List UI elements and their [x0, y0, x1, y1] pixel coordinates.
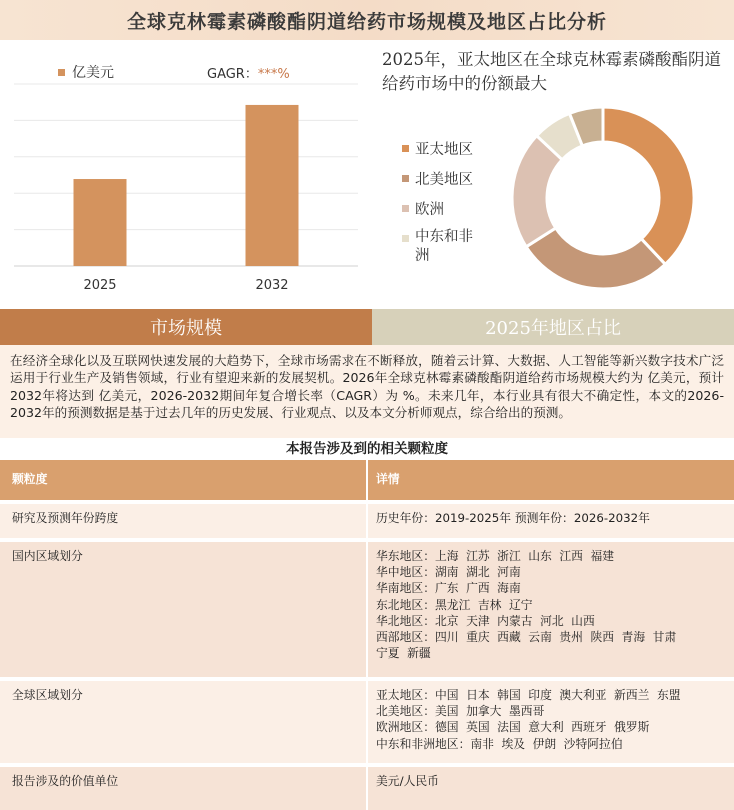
pie-legend-item	[402, 168, 502, 198]
table-row-detail	[368, 504, 734, 526]
detail-line: 宁夏 新疆	[376, 646, 431, 661]
detail-line: 华北地区：北京 天津 内蒙古 河北 山西	[376, 613, 595, 628]
page-title: 全球克林霉素磷酸酯阴道给药市场规模及地区占比分析	[126, 10, 607, 33]
detail-line: 中东和非洲地区：南非 埃及 伊朗 沙特阿拉伯	[376, 736, 623, 751]
table-header-cell: 颗粒度	[12, 472, 48, 486]
pie-chart	[505, 100, 701, 296]
pie-legend-label: 亚太地区	[415, 142, 473, 158]
bar-legend	[58, 62, 114, 82]
cagr-prefix: GAGR：	[207, 67, 258, 82]
pie-title: 2025年，亚太地区在全球克林霉素磷酸酯阴道给药市场中的份额最大	[382, 50, 721, 93]
cagr-label	[207, 63, 290, 82]
pie-legend-label: 北美地区	[415, 172, 473, 188]
cagr-value: ***%	[257, 67, 290, 82]
detail-line: 东北地区：黑龙江 吉林 辽宁	[376, 597, 533, 612]
x-tick-label: 2025	[83, 278, 117, 293]
pie-legend-item	[402, 198, 502, 228]
legend-swatch	[402, 235, 409, 242]
section-market-size-label: 市场规模	[150, 318, 222, 339]
legend-swatch	[402, 145, 409, 152]
table-row-label: 报告涉及的价值单位	[12, 774, 119, 788]
bar-2032	[246, 105, 299, 266]
table-row-detail	[368, 681, 734, 752]
header-bar	[0, 0, 734, 40]
table-row	[0, 542, 734, 677]
table-title: 本报告涉及到的相关颗粒度	[0, 438, 734, 460]
pie-legend-item	[402, 228, 502, 266]
legend-swatch	[402, 205, 409, 212]
description-panel	[0, 345, 734, 438]
table-row-detail	[368, 542, 734, 661]
table-header-cell	[368, 460, 734, 487]
legend-swatch	[402, 175, 409, 182]
bar-2025	[74, 179, 127, 266]
table-row	[0, 504, 734, 538]
table-row	[0, 681, 734, 763]
section-market-size	[0, 309, 372, 345]
pie-legend-label: 中东和非洲	[415, 229, 473, 264]
description-text: 在经济全球化以及互联网快速发展的大趋势下，全球市场需求在不断释放，随着云计算、大数据、人工智能等新兴数字技术广泛运用于行业生产及销售领域，行业有望迎来新的发展契机。2026年全球克林霉素磷酸酯阴道给药市场规模大约为 亿美元，预计2032年将达到 亿美元，2026-2032期间年复合增长率（CAGR）为 %。未来几年，本行业具有很大不确定性，本文的2026-2032年的预测数据是基于过去几年的历史发展、行业观点、以及本文分析师观点，综合给出的预测。	[10, 353, 724, 420]
detail-line: 华东地区：上海 江苏 浙江 山东 江西 福建	[376, 549, 615, 563]
section-region-share	[372, 309, 734, 345]
pie-legend-label: 欧洲	[415, 202, 444, 218]
detail-line: 历史年份：2019-2025年 预测年份：2026-2032年	[376, 511, 650, 525]
detail-line: 详情	[376, 472, 400, 486]
detail-line: 亚太地区：中国 日本 韩国 印度 澳大利亚 新西兰 东盟	[376, 688, 681, 702]
x-tick-label: 2032	[255, 278, 289, 293]
pie-slice-0	[603, 107, 694, 264]
pie-legend	[402, 138, 502, 266]
detail-line: 华中地区：湖南 湖北 河南	[376, 565, 521, 580]
bar-chart	[0, 40, 372, 302]
detail-line: 华南地区：广东 广西 海南	[376, 581, 521, 596]
detail-line: 美元/人民币	[376, 774, 439, 788]
detail-line: 北美地区：美国 加拿大 墨西哥	[376, 704, 545, 719]
table-row-detail	[368, 767, 734, 789]
legend-label: 亿美元	[72, 65, 114, 81]
table-row	[0, 767, 734, 810]
detail-line: 西部地区：四川 重庆 西藏 云南 贵州 陕西 青海 甘肃	[376, 630, 677, 645]
legend-swatch	[58, 69, 65, 76]
detail-line: 欧洲地区：德国 英国 法国 意大利 西班牙 俄罗斯	[376, 720, 650, 735]
pie-legend-item	[402, 138, 502, 168]
table-header-row	[0, 460, 734, 500]
section-region-share-label: 2025年地区占比	[485, 318, 621, 339]
table-row-label: 全球区域划分	[12, 688, 83, 702]
table-row-label: 国内区域划分	[12, 549, 83, 563]
table-row-label: 研究及预测年份跨度	[12, 511, 119, 525]
